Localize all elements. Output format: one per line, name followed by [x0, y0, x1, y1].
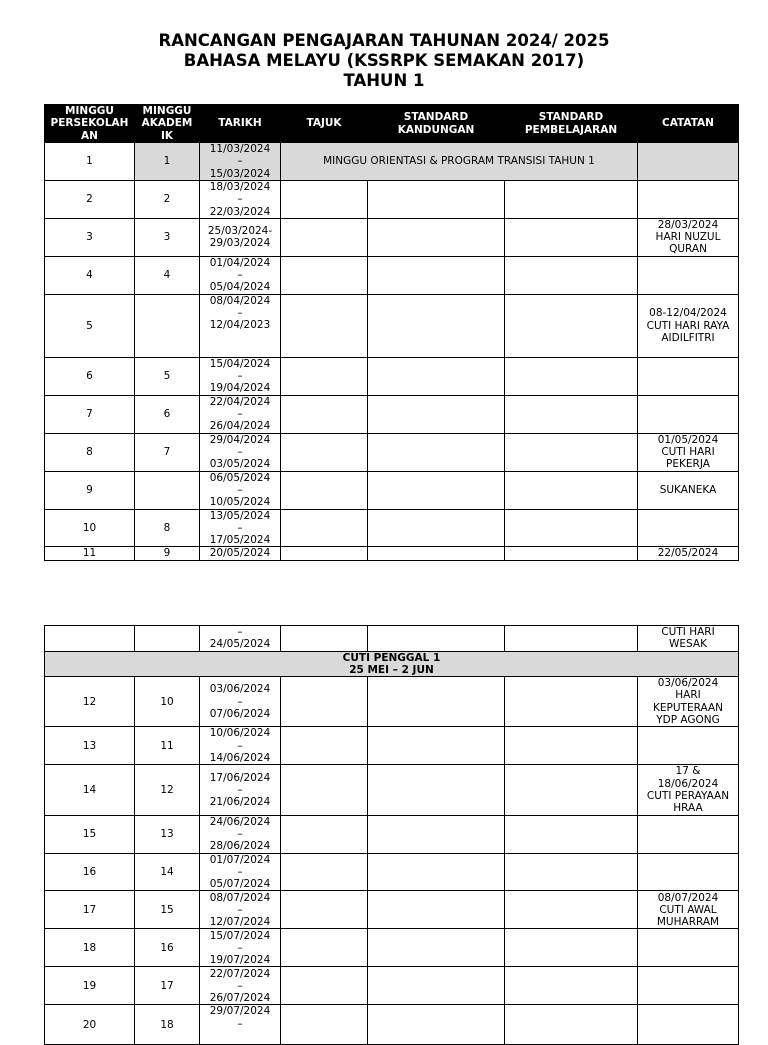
- cell-minggu: 8: [45, 433, 135, 471]
- cell-tajuk: [281, 357, 368, 395]
- cell-akademik: 13: [135, 815, 200, 853]
- cell-pembelajaran: [505, 180, 638, 218]
- cell-tarikh: 20/05/2024: [200, 547, 281, 560]
- header-minggu-akademik: MINGGU AKADEM IK: [135, 105, 200, 143]
- cell-minggu: 12: [45, 677, 135, 727]
- cell-catatan: [638, 256, 739, 294]
- cell-catatan: 08/07/2024 CUTI AWAL MUHARRAM: [638, 891, 739, 929]
- cell-kandungan: [368, 929, 505, 967]
- table-row: [45, 547, 739, 560]
- cell-tarikh: 15/04/2024 – 19/04/2024: [200, 357, 281, 395]
- cell-pembelajaran: [505, 626, 638, 652]
- document-title-line1: RANCANGAN PENGAJARAN TAHUNAN 2024/ 2025: [158, 31, 610, 50]
- cell-tajuk: [281, 853, 368, 891]
- cell-kandungan: [368, 357, 505, 395]
- table-row: [45, 815, 739, 853]
- cell-akademik: [135, 471, 200, 509]
- cell-pembelajaran: [505, 929, 638, 967]
- cell-kandungan: [368, 1005, 505, 1045]
- cell-kandungan: [368, 891, 505, 929]
- cell-pembelajaran: [505, 853, 638, 891]
- cell-pembelajaran: [505, 357, 638, 395]
- cell-tajuk: [281, 433, 368, 471]
- header-minggu-persekolahan: MINGGU PERSEKOLAH AN: [45, 105, 135, 143]
- cell-kandungan: [368, 765, 505, 815]
- cell-kandungan: [368, 180, 505, 218]
- cell-minggu: 19: [45, 967, 135, 1005]
- cell-pembelajaran: [505, 677, 638, 727]
- cell-tajuk: [281, 218, 368, 256]
- cell-catatan: [638, 357, 739, 395]
- cell-tajuk: [281, 929, 368, 967]
- cell-tarikh: 17/06/2024 – 21/06/2024: [200, 765, 281, 815]
- cell-pembelajaran: [505, 765, 638, 815]
- cell-catatan: 01/05/2024 CUTI HARI PEKERJA: [638, 433, 739, 471]
- cell-minggu: 7: [45, 395, 135, 433]
- cell-tajuk: [281, 765, 368, 815]
- cell-tajuk: [281, 180, 368, 218]
- cell-catatan: SUKANEKA: [638, 471, 739, 509]
- cell-pembelajaran: [505, 471, 638, 509]
- cell-catatan: [638, 509, 739, 547]
- table-row: [45, 143, 739, 181]
- cell-tarikh: 25/03/2024- 29/03/2024: [200, 218, 281, 256]
- cell-kandungan: [368, 218, 505, 256]
- cell-tarikh: 01/07/2024 – 05/07/2024: [200, 853, 281, 891]
- table-row: [45, 929, 739, 967]
- cell-pembelajaran: [505, 395, 638, 433]
- cell-tajuk: [281, 626, 368, 652]
- table-row: [45, 967, 739, 1005]
- cell-minggu: 4: [45, 256, 135, 294]
- cell-pembelajaran: [505, 256, 638, 294]
- header-catatan: CATATAN: [638, 105, 739, 143]
- cell-kandungan: [368, 395, 505, 433]
- table-row: [45, 891, 739, 929]
- cell-akademik: 4: [135, 256, 200, 294]
- document-title-line3: TAHUN 1: [343, 71, 425, 90]
- cell-tarikh: 13/05/2024 – 17/05/2024: [200, 509, 281, 547]
- cell-akademik: 15: [135, 891, 200, 929]
- cell-akademik: 16: [135, 929, 200, 967]
- cell-pembelajaran: [505, 294, 638, 357]
- cell-pembelajaran: [505, 509, 638, 547]
- cell-kandungan: [368, 433, 505, 471]
- header-row: [45, 105, 739, 143]
- cell-catatan: [638, 395, 739, 433]
- header-tarikh: TARIKH: [200, 105, 281, 143]
- cell-tajuk: [281, 967, 368, 1005]
- cell-minggu: 2: [45, 180, 135, 218]
- plan-table-page2: [44, 625, 739, 1045]
- table-row: [45, 395, 739, 433]
- table-row: [45, 433, 739, 471]
- table-row: [45, 218, 739, 256]
- cell-akademik: 18: [135, 1005, 200, 1045]
- cell-pembelajaran: [505, 727, 638, 765]
- cell-tarikh: 24/06/2024 – 28/06/2024: [200, 815, 281, 853]
- cell-tajuk: [281, 891, 368, 929]
- cell-minggu: [45, 626, 135, 652]
- cell-akademik: 3: [135, 218, 200, 256]
- cell-tarikh: 03/06/2024 – 07/06/2024: [200, 677, 281, 727]
- cell-minggu: 9: [45, 471, 135, 509]
- cell-minggu: 15: [45, 815, 135, 853]
- cell-pembelajaran: [505, 891, 638, 929]
- table-row: [45, 765, 739, 815]
- header-tajuk: TAJUK: [281, 105, 368, 143]
- cell-tarikh: 22/04/2024 – 26/04/2024: [200, 395, 281, 433]
- table-row: [45, 509, 739, 547]
- cell-minggu: 3: [45, 218, 135, 256]
- cell-akademik: 1: [135, 143, 200, 181]
- document-title-line2: BAHASA MELAYU (KSSRPK SEMAKAN 2017): [183, 51, 585, 70]
- cell-tajuk: [281, 256, 368, 294]
- cell-akademik: [135, 626, 200, 652]
- cell-orientation-span: MINGGU ORIENTASI & PROGRAM TRANSISI TAHUN 1: [281, 143, 638, 181]
- cell-akademik: 11: [135, 727, 200, 765]
- cell-catatan: [638, 143, 739, 181]
- cell-minggu: 20: [45, 1005, 135, 1045]
- cell-kandungan: [368, 853, 505, 891]
- cell-tarikh: 10/06/2024 – 14/06/2024: [200, 727, 281, 765]
- cell-minggu: 18: [45, 929, 135, 967]
- cell-akademik: 2: [135, 180, 200, 218]
- cell-pembelajaran: [505, 1005, 638, 1045]
- cell-kandungan: [368, 727, 505, 765]
- cell-tarikh: 29/07/2024 –: [200, 1005, 281, 1045]
- cell-minggu: 10: [45, 509, 135, 547]
- cell-tajuk: [281, 815, 368, 853]
- table-row: [45, 677, 739, 727]
- table-row: [45, 256, 739, 294]
- cell-tarikh: 08/07/2024 – 12/07/2024: [200, 891, 281, 929]
- cell-catatan: [638, 1005, 739, 1045]
- cell-akademik: 14: [135, 853, 200, 891]
- cell-tajuk: [281, 294, 368, 357]
- cell-tarikh: 01/04/2024 – 05/04/2024: [200, 256, 281, 294]
- cell-catatan: [638, 967, 739, 1005]
- cell-tajuk: [281, 471, 368, 509]
- cell-akademik: 6: [135, 395, 200, 433]
- cell-tarikh: 22/07/2024 – 26/07/2024: [200, 967, 281, 1005]
- cell-akademik: 10: [135, 677, 200, 727]
- cell-kandungan: [368, 294, 505, 357]
- cell-kandungan: [368, 471, 505, 509]
- term-break-row: [45, 651, 739, 677]
- cell-tarikh: 18/03/2024 – 22/03/2024: [200, 180, 281, 218]
- cell-minggu: 13: [45, 727, 135, 765]
- cell-pembelajaran: [505, 547, 638, 560]
- cell-pembelajaran: [505, 815, 638, 853]
- header-standard-kandungan: STANDARD KANDUNGAN: [368, 105, 505, 143]
- cell-catatan: [638, 929, 739, 967]
- cell-catatan: 17 & 18/06/2024 CUTI PERAYAAN HRAA: [638, 765, 739, 815]
- cell-tarikh: 08/04/2024 – 12/04/2023: [200, 294, 281, 357]
- cell-catatan: [638, 853, 739, 891]
- cell-akademik: 17: [135, 967, 200, 1005]
- plan-table-page1: [44, 104, 739, 561]
- table-row: [45, 853, 739, 891]
- cell-catatan: 22/05/2024: [638, 547, 739, 560]
- cell-kandungan: [368, 967, 505, 1005]
- cell-tajuk: [281, 677, 368, 727]
- table-row: [45, 727, 739, 765]
- table-row: [45, 294, 739, 357]
- table-row: [45, 180, 739, 218]
- cell-kandungan: [368, 256, 505, 294]
- cell-catatan: [638, 815, 739, 853]
- cell-catatan: 03/06/2024 HARI KEPUTERAAN YDP AGONG: [638, 677, 739, 727]
- cell-catatan: [638, 180, 739, 218]
- cell-akademik: 5: [135, 357, 200, 395]
- cell-pembelajaran: [505, 433, 638, 471]
- table-row: [45, 471, 739, 509]
- cell-tajuk: [281, 395, 368, 433]
- header-standard-pembelajaran: STANDARD PEMBELAJARAN: [505, 105, 638, 143]
- cell-catatan: CUTI HARI WESAK: [638, 626, 739, 652]
- cell-akademik: 7: [135, 433, 200, 471]
- table-row: [45, 357, 739, 395]
- cell-kandungan: [368, 677, 505, 727]
- cell-minggu: 11: [45, 547, 135, 560]
- cell-catatan: 08-12/04/2024 CUTI HARI RAYA AIDILFITRI: [638, 294, 739, 357]
- cell-akademik: [135, 294, 200, 357]
- cell-minggu: 6: [45, 357, 135, 395]
- table-row: [45, 1005, 739, 1045]
- cell-kandungan: [368, 815, 505, 853]
- cell-tarikh: 11/03/2024 – 15/03/2024: [200, 143, 281, 181]
- cell-kandungan: [368, 626, 505, 652]
- cell-minggu: 1: [45, 143, 135, 181]
- cell-tarikh: – 24/05/2024: [200, 626, 281, 652]
- cell-minggu: 14: [45, 765, 135, 815]
- cell-tarikh: 29/04/2024 – 03/05/2024: [200, 433, 281, 471]
- cell-minggu: 17: [45, 891, 135, 929]
- cell-minggu: 16: [45, 853, 135, 891]
- cell-tajuk: [281, 1005, 368, 1045]
- cell-akademik: 8: [135, 509, 200, 547]
- cell-kandungan: [368, 509, 505, 547]
- cell-akademik: 12: [135, 765, 200, 815]
- cell-tarikh: 06/05/2024 – 10/05/2024: [200, 471, 281, 509]
- cell-pembelajaran: [505, 218, 638, 256]
- cell-minggu: 5: [45, 294, 135, 357]
- cell-tajuk: [281, 509, 368, 547]
- cell-catatan: 28/03/2024 HARI NUZUL QURAN: [638, 218, 739, 256]
- table-row-continuation: [45, 626, 739, 652]
- cell-tajuk: [281, 547, 368, 560]
- cell-kandungan: [368, 547, 505, 560]
- term-break-cell: CUTI PENGGAL 1 25 MEI – 2 JUN: [45, 651, 739, 677]
- cell-akademik: 9: [135, 547, 200, 560]
- cell-pembelajaran: [505, 967, 638, 1005]
- cell-tajuk: [281, 727, 368, 765]
- cell-tarikh: 15/07/2024 – 19/07/2024: [200, 929, 281, 967]
- cell-catatan: [638, 727, 739, 765]
